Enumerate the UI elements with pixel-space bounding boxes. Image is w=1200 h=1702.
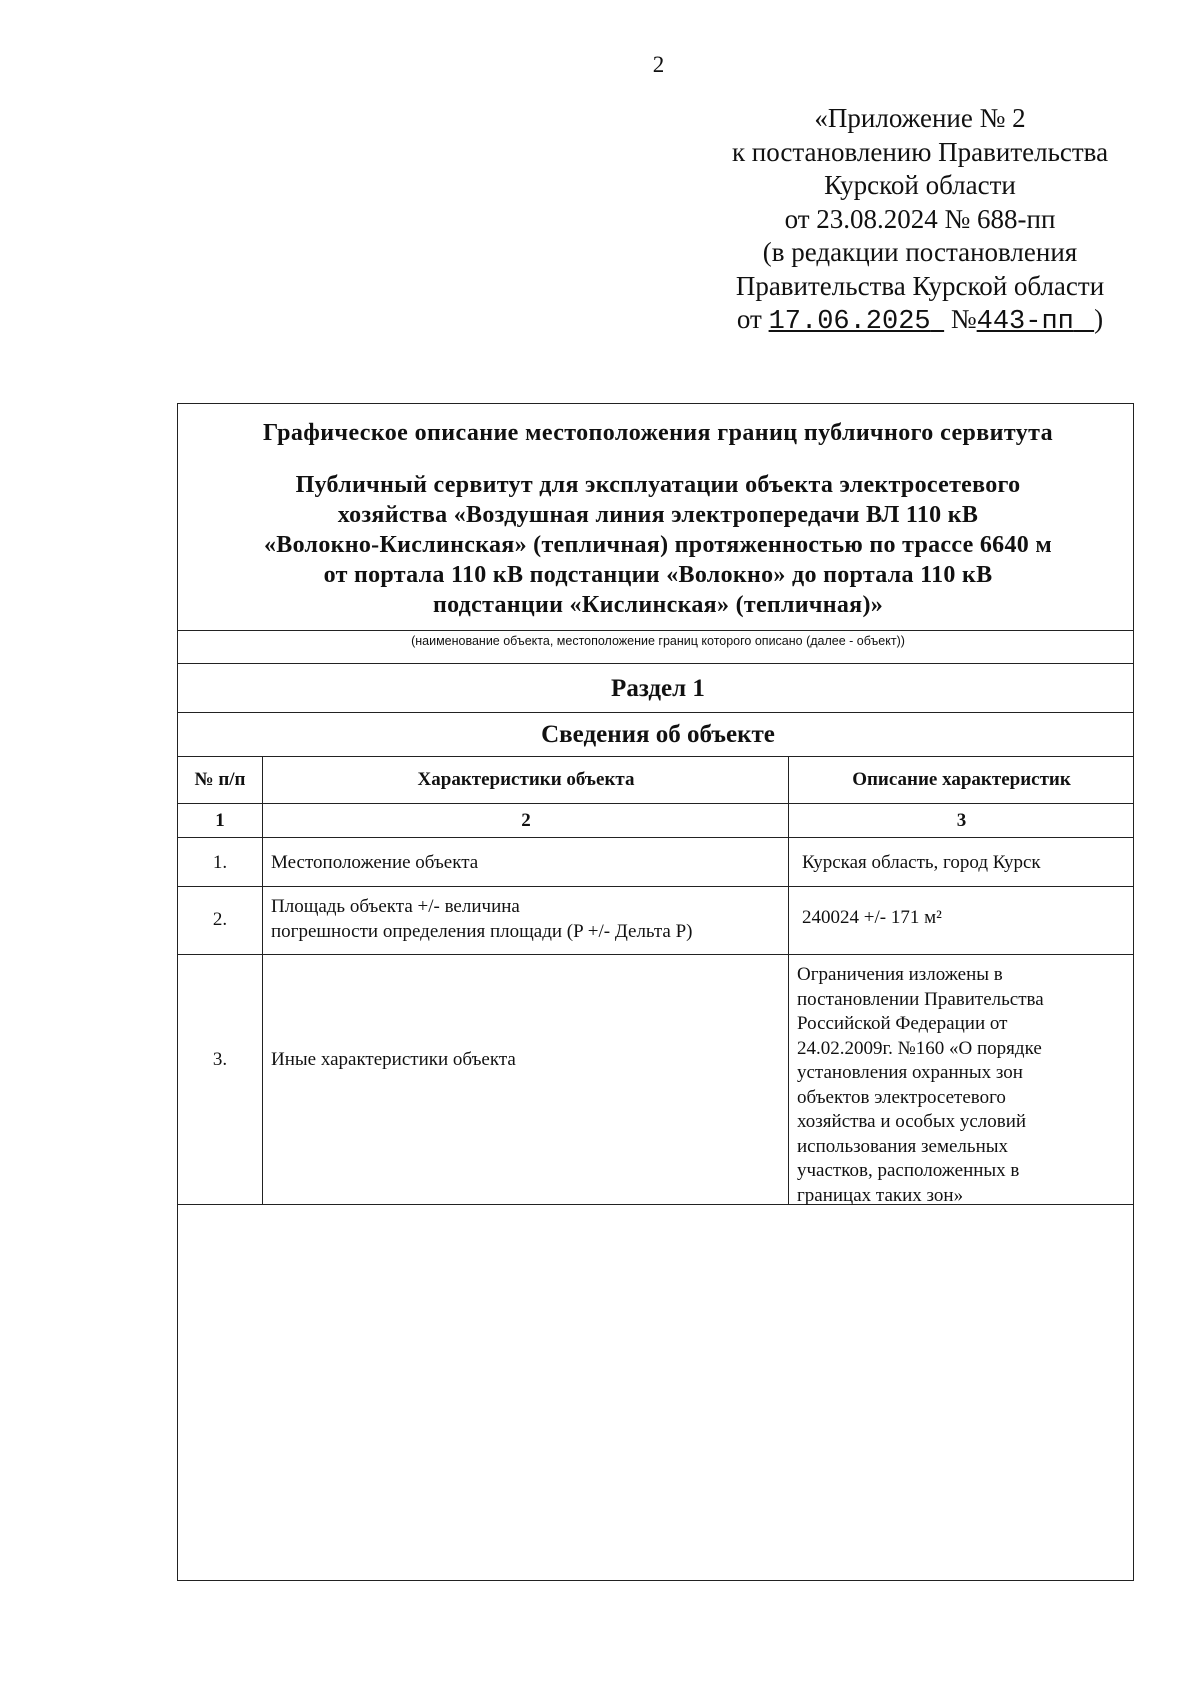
appendix-amendment-number: 443-пп xyxy=(976,307,1074,337)
header-description: Описание характеристик xyxy=(852,769,1071,790)
appendix-closing-paren: ) xyxy=(1094,304,1104,334)
row-3-description-line: Ограничения изложены в xyxy=(797,964,1003,985)
row-3-description-line: 24.02.2009г. №160 «О порядке xyxy=(797,1037,1042,1059)
column-number-1: 1 xyxy=(215,810,225,831)
appendix-line-2: к постановлению Правительства xyxy=(731,136,1109,167)
subsection-heading: Сведения об объекте xyxy=(541,721,775,748)
row-2-number: 2. xyxy=(212,909,228,930)
appendix-line-4: от 23.08.2024 № 688-пп xyxy=(784,203,1056,234)
row-3-description-line: установления охранных зон xyxy=(797,1062,1023,1083)
divider-row1-bottom xyxy=(177,886,1134,887)
document-title: Графическое описание местоположения границ публичного сервитута xyxy=(262,420,1053,446)
object-name xyxy=(178,470,1138,620)
row-2-description: 240024 +/- 171 м² xyxy=(802,907,942,928)
divider-caption-top xyxy=(177,630,1134,631)
row-3-description-line: использования земельных xyxy=(797,1135,1009,1157)
row-3-description-line: хозяйства и особых условий xyxy=(797,1111,1027,1132)
row-1-characteristic: Местоположение объекта xyxy=(271,852,479,873)
appendix-line-1: «Приложение № 2 xyxy=(814,103,1026,133)
row-3-description-line: Российской Федерации от xyxy=(797,1013,1008,1034)
row-1-description: Курская область, город Курск xyxy=(802,852,1041,873)
row-3-description-line: постановлении Правительства xyxy=(797,988,1044,1010)
divider-row2-bottom xyxy=(177,954,1134,955)
row-2-characteristic-line: погрешности определения площади (P +/- Дельта P) xyxy=(271,920,693,942)
object-name-line: от портала 110 кВ подстанции «Волокно» до портала 110 кВ xyxy=(323,562,993,588)
section-heading: Раздел 1 xyxy=(611,675,705,702)
object-name-caption: (наименование объекта, местоположение границ которого описано (далее - объект)) xyxy=(411,634,905,648)
row-1-number: 1. xyxy=(212,852,228,873)
row-3-description xyxy=(797,963,1044,1208)
object-name-line: хозяйства «Воздушная линия электропередачи ВЛ 110 кВ xyxy=(337,502,979,528)
column-number-3: 3 xyxy=(956,810,967,831)
object-name-line: Публичный сервитут для эксплуатации объекта электросетевого xyxy=(295,472,1021,498)
divider-subsection-bottom xyxy=(177,756,1134,757)
appendix-amendment-date: 17.06.2025 xyxy=(768,307,931,337)
divider-section-bottom xyxy=(177,712,1134,713)
object-name-line: подстанции «Кислинская» (тепличная)» xyxy=(432,592,884,618)
row-3-characteristic: Иные характеристики объекта xyxy=(271,1049,516,1070)
divider-colnum-bottom xyxy=(177,837,1134,838)
appendix-line-5: (в редакции постановления xyxy=(762,237,1078,267)
row-2-characteristic-line: Площадь объекта +/- величина xyxy=(271,896,520,917)
row-2-characteristic xyxy=(271,895,692,944)
appendix-header xyxy=(700,102,1140,340)
header-number: № п/п xyxy=(194,769,246,790)
header-characteristic: Характеристики объекта xyxy=(417,769,635,790)
appendix-line-6: Правительства Курской области xyxy=(735,270,1105,301)
row-3-number: 3. xyxy=(212,1049,228,1070)
divider-header-bottom xyxy=(177,803,1134,804)
appendix-number-sign: № xyxy=(950,304,977,334)
appendix-line-3: Курской области xyxy=(824,170,1016,200)
object-name-line: «Волокно-Кислинская» (тепличная) протяженностью по трассе 6640 м xyxy=(263,532,1053,558)
divider-caption-bottom xyxy=(177,663,1134,664)
page-number: 2 xyxy=(652,52,665,77)
appendix-date-prefix: от xyxy=(736,304,762,334)
row-3-description-line: участков, расположенных в xyxy=(797,1160,1020,1181)
row-3-description-line: границах таких зон» xyxy=(797,1184,964,1206)
row-3-description-line: объектов электросетевого xyxy=(797,1086,1006,1108)
column-number-2: 2 xyxy=(521,810,531,831)
appendix-line-7 xyxy=(700,303,1140,340)
